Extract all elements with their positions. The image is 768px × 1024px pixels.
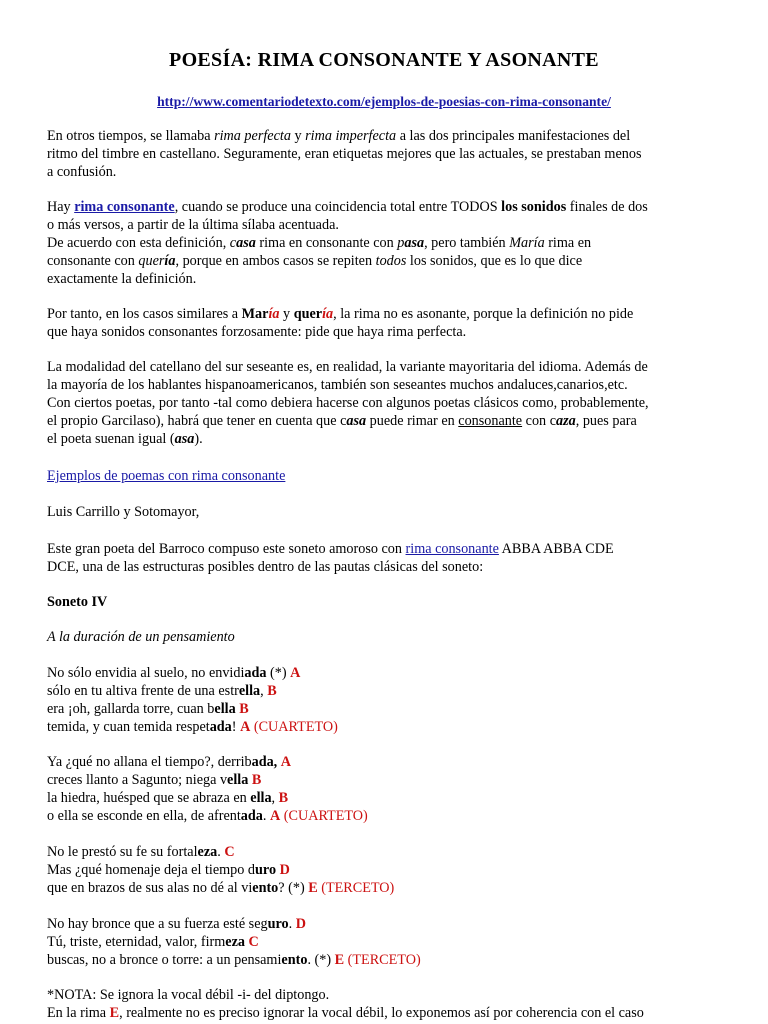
paragraph-1-line-1: En otros tiempos, se llamaba rima perfecta y rima imperfecta a las dos principales manifestaciones del	[47, 128, 631, 144]
quartet-2-verse-1: Ya ¿qué no allana el tiempo?, derribada, A	[47, 754, 292, 770]
paragraph-4-line-2: la mayoría de los hablantes hispanoamericanos, también son seseantes muchos andaluces,canarios,etc.	[47, 377, 628, 393]
rima-consonante-link[interactable]: rima consonante	[74, 199, 175, 215]
tercet-1-verse-2: Mas ¿qué homenaje deja el tiempo duro D	[47, 862, 290, 878]
paragraph-4-line-1: La modalidad del catellano del sur seseante es, en realidad, la variante mayoritaria del idioma. Además de	[47, 359, 648, 375]
note-line-2: En la rima E, realmente no es preciso ignorar la vocal débil, lo exponemos así por coherencia con el caso	[47, 1005, 644, 1021]
tercet-2-verse-3: buscas, no a bronce o torre: a un pensamiento. (*) E (TERCETO)	[47, 952, 421, 968]
quartet-2-verse-4: o ella se esconde en ella, de afrentada. A (CUARTETO)	[47, 808, 368, 824]
paragraph-5-line-1: Este gran poeta del Barroco compuso este soneto amoroso con rima consonante ABBA ABBA CDE	[47, 541, 614, 557]
paragraph-3-line-2: que haya sonidos consonantes forzosamente: pide que haya rima perfecta.	[47, 324, 467, 340]
quartet-2-verse-2: creces llanto a Sagunto; niega vella B	[47, 772, 262, 788]
ejemplos-link[interactable]	[47, 468, 285, 486]
sonnet-title: Soneto IV	[47, 594, 108, 610]
paragraph-2-line-1: Hay rima consonante, cuando se produce una coincidencia total entre TODOS los sonidos finales de dos	[47, 199, 648, 215]
paragraph-2-line-5: exactamente la definición.	[47, 271, 197, 287]
tercet-2-verse-2: Tú, triste, eternidad, valor, firmeza C	[47, 934, 259, 950]
ejemplos-link-text[interactable]: Ejemplos de poemas con rima consonante	[47, 468, 286, 484]
paragraph-2-line-4: consonante con quería, porque en ambos casos se repiten todos los sonidos, que es lo que dice	[47, 253, 583, 269]
sonnet-subtitle: A la duración de un pensamiento	[47, 629, 235, 645]
page-title: POESÍA: RIMA CONSONANTE Y ASONANTE	[169, 49, 599, 71]
paragraph-3-line-1: Por tanto, en los casos similares a María y quería, la rima no es asonante, porque la definición no pide	[47, 306, 634, 322]
source-url-text[interactable]: http://www.comentariodetexto.com/ejemplos-de-poesias-con-rima-consonante/	[157, 94, 611, 109]
paragraph-1-line-3: a confusión.	[47, 164, 117, 180]
note-line-1: *NOTA: Se ignora la vocal débil -i- del diptongo.	[47, 987, 330, 1003]
paragraph-2-line-3: De acuerdo con esta definición, casa rima en consonante con pasa, pero también María rima en	[47, 235, 592, 251]
paragraph-4-line-5: el poeta suenan igual (asa).	[47, 431, 203, 447]
source-url-link[interactable]	[0, 93, 768, 111]
paragraph-5-line-2: DCE, una de las estructuras posibles dentro de las pautas clásicas del soneto:	[47, 559, 484, 575]
quartet-1-verse-4: temida, y cuan temida respetada! A (CUARTETO)	[47, 719, 338, 735]
quartet-1-verse-2: sólo en tu altiva frente de una estrella, B	[47, 683, 277, 699]
paragraph-1-line-2: ritmo del timbre en castellano. Seguramente, eran etiquetas mejores que las actuales, se prestaban menos	[47, 146, 642, 162]
quartet-2-verse-3: la hiedra, huésped que se abraza en ella, B	[47, 790, 289, 806]
tercet-2-verse-1: No hay bronce que a su fuerza esté seguro. D	[47, 916, 306, 932]
quartet-1-verse-1: No sólo envidia al suelo, no envidiada (*) A	[47, 665, 301, 681]
author-line: Luis Carrillo y Sotomayor,	[47, 504, 200, 520]
tercet-1-verse-3: que en brazos de sus alas no dé al viento? (*) E (TERCETO)	[47, 880, 395, 896]
rima-consonante-link-2[interactable]: rima consonante	[405, 541, 499, 557]
paragraph-4-line-3: Con ciertos poetas, por tanto -tal como debiera hacerse con algunos poetas clásicos como, probablemente,	[47, 395, 649, 411]
paragraph-4-line-4: el propio Garcilaso), habrá que tener en cuenta que casa puede rimar en consonante con caza, pues para	[47, 413, 637, 429]
paragraph-2-line-2: o más versos, a partir de la última sílaba acentuada.	[47, 217, 339, 233]
quartet-1-verse-3: era ¡oh, gallarda torre, cuan bella B	[47, 701, 249, 717]
tercet-1-verse-1: No le prestó su fe su fortaleza. C	[47, 844, 235, 860]
